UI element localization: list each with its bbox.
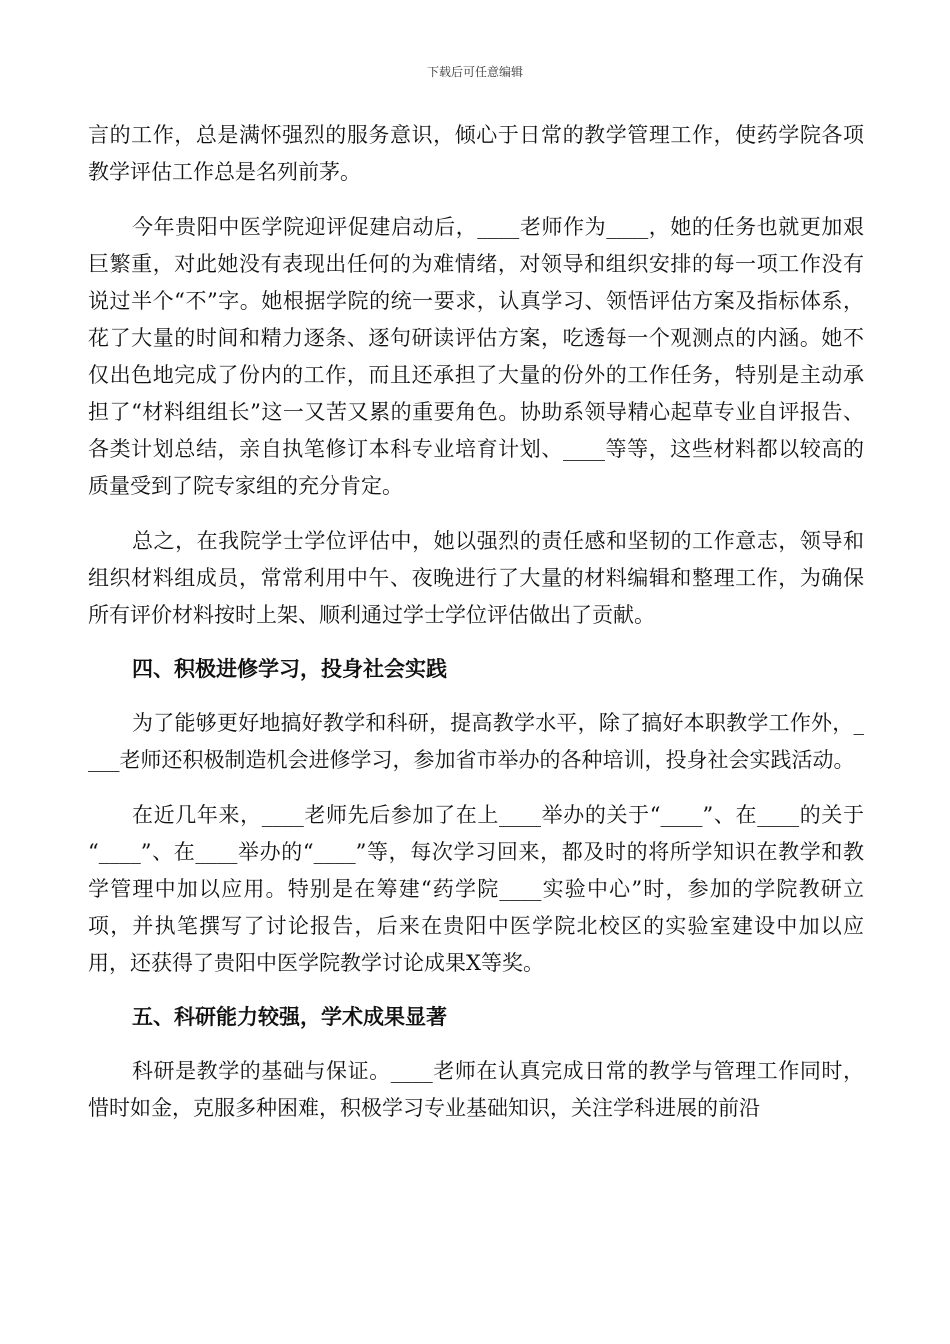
paragraph-further-study: 为了能够更好地搞好教学和科研，提高教学水平，除了搞好本职教学工作外，____老师还积极制造机会进修学习，参加省市举办的各种培训，投身社会实践活动。 [88, 711, 864, 772]
paragraph-evaluation-work: 今年贵阳中医学院迎评促建启动后，____老师作为____，她的任务也就更加艰巨繁重，对此她没有表现出任何的为难情绪，对领导和组织安排的每一项工作没有说过半个“不”字。她根据学院的统一要求，认真学习、领悟评估方案及指标体系，花了大量的时间和精力逐条、逐句研读评估方案，吃透每一个观测点的内涵。她不仅出色地完成了份内的工作，而且还承担了大量的份外的工作任务，特别是主动承担了“材料组组长”这一又苦又累的重要角色。协助系领导精心起草专业自评报告、各类计划总结，亲自执笔修订本科专业培育计划、____等等，这些材料都以较高的质量受到了院专家组的充分肯定。 [88, 215, 864, 498]
paragraph-training: 在近几年来，____老师先后参加了在上____举办的关于“____”、在____的关于 “____”、在____举办的“____”等，每次学习回来，都及时的将所学知识在教学和教学管理中加以应用。特别是在筹建“药学院____实验中心”时，参加的学院教研立项，并执笔撰写了讨论报告，后来在贵阳中医学院北校区的实验室建设中加以应用，还获得了贵阳中医学院教学讨论成果X等奖。 [88, 803, 864, 975]
page-header: 下载后可任意编辑 [426, 65, 523, 79]
paragraph-research: 科研是教学的基础与保证。____老师在认真完成日常的教学与管理工作同时，惜时如金，克服多种困难，积极学习专业基础知识，关注学科进展的前沿 [88, 1059, 864, 1120]
document-body [88, 117, 864, 1127]
section-heading-5: 五、科研能力较强，学术成果显著 [132, 1004, 447, 1029]
paragraph-summary: 总之，在我院学士学位评估中，她以强烈的责任感和坚韧的工作意志，领导和组织材料组成员，常常利用中午、夜晚进行了大量的材料编辑和整理工作，为确保所有评价材料按时上架、顺利通过学士学位评估做出了贡献。 [88, 529, 864, 627]
section-heading-4: 四、积极进修学习，投身社会实践 [132, 656, 447, 681]
paragraph-continuation: 言的工作，总是满怀强烈的服务意识，倾心于日常的教学管理工作，使药学院各项教学评估工作总是名列前茅。 [88, 123, 864, 184]
